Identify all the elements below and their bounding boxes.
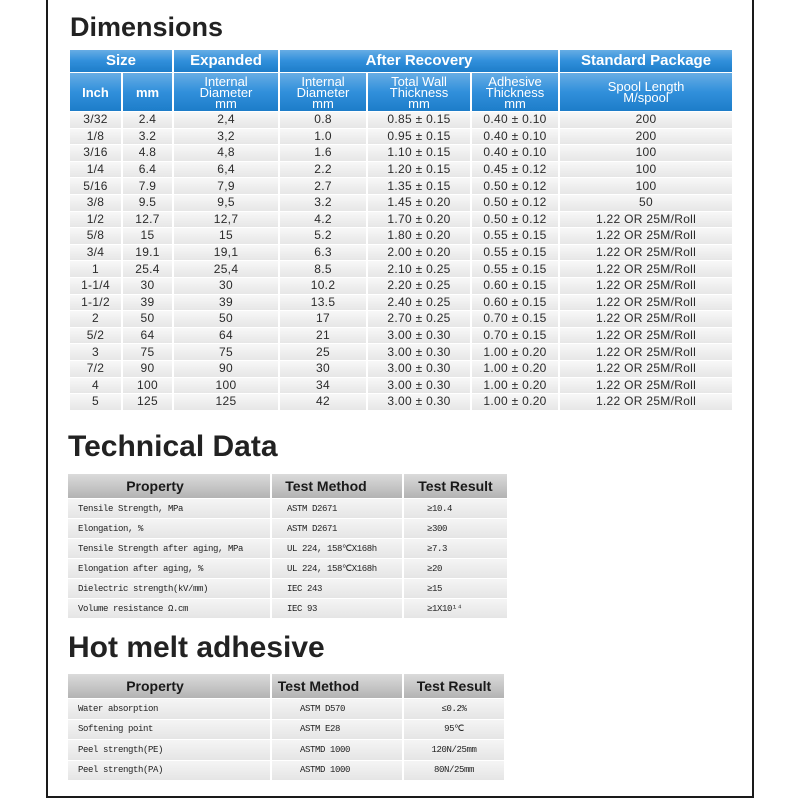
table-row	[70, 195, 732, 211]
cell-test-method: UL 224, 158℃X168h	[272, 559, 402, 578]
cell-recovered-internal-diameter: 1.6	[280, 145, 366, 161]
table-row	[70, 261, 732, 277]
cell-recovered-internal-diameter: 13.5	[280, 295, 366, 311]
cell-size-mm: 15	[123, 228, 172, 244]
cell-recovered-internal-diameter: 1.0	[280, 129, 366, 145]
cell-test-result: 95℃	[404, 720, 504, 740]
cell-total-wall-thickness: 0.95 ± 0.15	[368, 129, 470, 145]
cell-total-wall-thickness: 1.20 ± 0.15	[368, 162, 470, 178]
cell-total-wall-thickness: 1.35 ± 0.15	[368, 178, 470, 194]
cell-spool-length: 200	[560, 129, 732, 145]
cell-spool-length: 1.22 OR 25M/Roll	[560, 278, 732, 294]
cell-expanded-internal-diameter: 12,7	[174, 212, 278, 228]
header-test-method: Test Method	[272, 474, 402, 498]
cell-expanded-internal-diameter: 39	[174, 295, 278, 311]
cell-total-wall-thickness: 2.20 ± 0.25	[368, 278, 470, 294]
table-row	[70, 162, 732, 178]
cell-recovered-internal-diameter: 30	[280, 361, 366, 377]
header-standard-package: Standard Package	[560, 50, 732, 72]
table-row	[70, 278, 732, 294]
cell-total-wall-thickness: 3.00 ± 0.30	[368, 361, 470, 377]
cell-expanded-internal-diameter: 100	[174, 378, 278, 394]
cell-adhesive-thickness: 1.00 ± 0.20	[472, 378, 558, 394]
cell-test-result: ≥20	[404, 559, 507, 578]
cell-total-wall-thickness: 0.85 ± 0.15	[368, 112, 470, 128]
cell-size-mm: 2.4	[123, 112, 172, 128]
cell-spool-length: 1.22 OR 25M/Roll	[560, 361, 732, 377]
hot-melt-adhesive-body	[68, 699, 504, 780]
cell-test-method: ASTMD 1000	[272, 761, 402, 781]
dimensions-table	[68, 49, 734, 411]
cell-size-inch: 5	[70, 394, 121, 410]
cell-test-result: ≥1X10¹⁴	[404, 599, 507, 618]
header-size: Size	[70, 50, 172, 72]
cell-size-inch: 1/8	[70, 129, 121, 145]
cell-adhesive-thickness: 0.55 ± 0.15	[472, 261, 558, 277]
cell-recovered-internal-diameter: 25	[280, 344, 366, 360]
cell-spool-length: 100	[560, 162, 732, 178]
cell-test-method: IEC 93	[272, 599, 402, 618]
cell-size-inch: 1/2	[70, 212, 121, 228]
cell-size-mm: 12.7	[123, 212, 172, 228]
table-row	[68, 720, 504, 740]
table-row	[70, 295, 732, 311]
header-property: Property	[68, 674, 270, 698]
cell-adhesive-thickness: 0.60 ± 0.15	[472, 295, 558, 311]
cell-recovered-internal-diameter: 2.7	[280, 178, 366, 194]
header-total-wall-thickness: Total Wall Thickness mm	[368, 73, 470, 111]
table-row	[68, 539, 507, 558]
cell-total-wall-thickness: 2.40 ± 0.25	[368, 295, 470, 311]
cell-test-result: ≥7.3	[404, 539, 507, 558]
cell-size-inch: 1/4	[70, 162, 121, 178]
cell-property: Elongation after aging, %	[68, 559, 270, 578]
cell-adhesive-thickness: 0.60 ± 0.15	[472, 278, 558, 294]
cell-property: Dielectric strength(kV/mm)	[68, 579, 270, 598]
cell-size-mm: 75	[123, 344, 172, 360]
cell-spool-length: 200	[560, 112, 732, 128]
table-row	[70, 145, 732, 161]
cell-test-result: ≤0.2%	[404, 699, 504, 719]
technical-data-title: Technical Data	[68, 430, 278, 463]
header-inch: Inch	[70, 73, 121, 111]
cell-expanded-internal-diameter: 4,8	[174, 145, 278, 161]
cell-spool-length: 1.22 OR 25M/Roll	[560, 261, 732, 277]
table-row	[70, 129, 732, 145]
dimensions-title: Dimensions	[70, 12, 224, 42]
cell-adhesive-thickness: 0.45 ± 0.12	[472, 162, 558, 178]
cell-test-method: ASTM E28	[272, 720, 402, 740]
cell-size-inch: 1-1/4	[70, 278, 121, 294]
table-row	[70, 394, 732, 410]
table-row	[68, 599, 507, 618]
cell-total-wall-thickness: 3.00 ± 0.30	[368, 394, 470, 410]
cell-property: Elongation, %	[68, 519, 270, 538]
cell-test-method: ASTM D2671	[272, 519, 402, 538]
cell-size-inch: 2	[70, 311, 121, 327]
cell-expanded-internal-diameter: 3,2	[174, 129, 278, 145]
cell-adhesive-thickness: 0.70 ± 0.15	[472, 328, 558, 344]
cell-adhesive-thickness: 0.40 ± 0.10	[472, 129, 558, 145]
cell-test-method: ASTM D2671	[272, 499, 402, 518]
cell-total-wall-thickness: 2.00 ± 0.20	[368, 245, 470, 261]
cell-test-result: ≥300	[404, 519, 507, 538]
table-row	[70, 178, 732, 194]
technical-data-body	[68, 499, 507, 618]
cell-expanded-internal-diameter: 90	[174, 361, 278, 377]
cell-spool-length: 100	[560, 145, 732, 161]
cell-property: Tensile Strength after aging, MPa	[68, 539, 270, 558]
cell-size-inch: 3	[70, 344, 121, 360]
cell-recovered-internal-diameter: 10.2	[280, 278, 366, 294]
cell-property: Volume resistance Ω.cm	[68, 599, 270, 618]
cell-expanded-internal-diameter: 30	[174, 278, 278, 294]
cell-size-mm: 64	[123, 328, 172, 344]
cell-property: Softening point	[68, 720, 270, 740]
cell-size-mm: 90	[123, 361, 172, 377]
cell-spool-length: 1.22 OR 25M/Roll	[560, 212, 732, 228]
cell-size-mm: 3.2	[123, 129, 172, 145]
cell-size-mm: 100	[123, 378, 172, 394]
cell-test-method: UL 224, 158℃X168h	[272, 539, 402, 558]
cell-total-wall-thickness: 2.10 ± 0.25	[368, 261, 470, 277]
header-row	[68, 674, 504, 698]
cell-adhesive-thickness: 0.40 ± 0.10	[472, 112, 558, 128]
cell-adhesive-thickness: 0.55 ± 0.15	[472, 228, 558, 244]
header-adhesive-thickness: Adhesive Thickness mm	[472, 73, 558, 111]
table-row	[68, 699, 504, 719]
cell-total-wall-thickness: 3.00 ± 0.30	[368, 378, 470, 394]
table-row	[70, 361, 732, 377]
cell-total-wall-thickness: 1.10 ± 0.15	[368, 145, 470, 161]
header-expanded-internal-diameter: Internal Diameter mm	[174, 73, 278, 111]
cell-total-wall-thickness: 3.00 ± 0.30	[368, 328, 470, 344]
cell-adhesive-thickness: 0.40 ± 0.10	[472, 145, 558, 161]
header-recovered-internal-diameter: Internal Diameter mm	[280, 73, 366, 111]
table-row	[68, 761, 504, 781]
cell-expanded-internal-diameter: 64	[174, 328, 278, 344]
cell-size-inch: 3/8	[70, 195, 121, 211]
cell-size-inch: 1-1/2	[70, 295, 121, 311]
cell-size-inch: 3/16	[70, 145, 121, 161]
cell-recovered-internal-diameter: 4.2	[280, 212, 366, 228]
cell-size-inch: 4	[70, 378, 121, 394]
cell-expanded-internal-diameter: 9,5	[174, 195, 278, 211]
cell-expanded-internal-diameter: 19,1	[174, 245, 278, 261]
cell-recovered-internal-diameter: 34	[280, 378, 366, 394]
cell-size-mm: 7.9	[123, 178, 172, 194]
table-row	[70, 112, 732, 128]
table-row	[70, 311, 732, 327]
dimensions-table-header	[70, 50, 732, 111]
cell-size-mm: 9.5	[123, 195, 172, 211]
header-group-row	[70, 50, 732, 72]
cell-size-inch: 3/32	[70, 112, 121, 128]
header-spool-length: Spool Length M/spool	[560, 73, 732, 111]
cell-size-mm: 50	[123, 311, 172, 327]
cell-expanded-internal-diameter: 125	[174, 394, 278, 410]
cell-total-wall-thickness: 3.00 ± 0.30	[368, 344, 470, 360]
table-row	[70, 212, 732, 228]
cell-spool-length: 100	[560, 178, 732, 194]
cell-expanded-internal-diameter: 2,4	[174, 112, 278, 128]
dimensions-table-body	[70, 112, 732, 410]
cell-property: Water absorption	[68, 699, 270, 719]
cell-recovered-internal-diameter: 21	[280, 328, 366, 344]
table-row	[68, 740, 504, 760]
cell-total-wall-thickness: 1.70 ± 0.20	[368, 212, 470, 228]
cell-expanded-internal-diameter: 6,4	[174, 162, 278, 178]
cell-spool-length: 1.22 OR 25M/Roll	[560, 295, 732, 311]
cell-test-method: ASTMD 1000	[272, 740, 402, 760]
cell-property: Peel strength(PA)	[68, 761, 270, 781]
cell-expanded-internal-diameter: 75	[174, 344, 278, 360]
cell-adhesive-thickness: 0.55 ± 0.15	[472, 245, 558, 261]
cell-recovered-internal-diameter: 6.3	[280, 245, 366, 261]
cell-recovered-internal-diameter: 0.8	[280, 112, 366, 128]
header-row	[68, 474, 507, 498]
cell-spool-length: 1.22 OR 25M/Roll	[560, 228, 732, 244]
header-test-result: Test Result	[404, 674, 504, 698]
cell-size-mm: 30	[123, 278, 172, 294]
cell-size-mm: 125	[123, 394, 172, 410]
cell-size-mm: 6.4	[123, 162, 172, 178]
cell-adhesive-thickness: 1.00 ± 0.20	[472, 344, 558, 360]
cell-expanded-internal-diameter: 15	[174, 228, 278, 244]
cell-property: Tensile Strength, MPa	[68, 499, 270, 518]
header-property: Property	[68, 474, 270, 498]
table-row	[68, 499, 507, 518]
cell-recovered-internal-diameter: 42	[280, 394, 366, 410]
cell-spool-length: 1.22 OR 25M/Roll	[560, 344, 732, 360]
header-column-row	[70, 73, 732, 111]
hot-melt-adhesive-title: Hot melt adhesive	[68, 631, 325, 664]
cell-adhesive-thickness: 0.50 ± 0.12	[472, 195, 558, 211]
cell-spool-length: 1.22 OR 25M/Roll	[560, 311, 732, 327]
table-row	[68, 559, 507, 578]
cell-test-method: IEC 243	[272, 579, 402, 598]
cell-size-inch: 3/4	[70, 245, 121, 261]
table-row	[68, 519, 507, 538]
header-expanded: Expanded	[174, 50, 278, 72]
cell-spool-length: 1.22 OR 25M/Roll	[560, 328, 732, 344]
header-test-result: Test Result	[404, 474, 507, 498]
header-after-recovery: After Recovery	[280, 50, 558, 72]
cell-recovered-internal-diameter: 17	[280, 311, 366, 327]
cell-size-mm: 25.4	[123, 261, 172, 277]
cell-spool-length: 1.22 OR 25M/Roll	[560, 245, 732, 261]
cell-adhesive-thickness: 0.70 ± 0.15	[472, 311, 558, 327]
cell-recovered-internal-diameter: 5.2	[280, 228, 366, 244]
cell-expanded-internal-diameter: 7,9	[174, 178, 278, 194]
cell-size-inch: 5/2	[70, 328, 121, 344]
cell-expanded-internal-diameter: 50	[174, 311, 278, 327]
cell-adhesive-thickness: 0.50 ± 0.12	[472, 212, 558, 228]
cell-test-result: ≥15	[404, 579, 507, 598]
cell-property: Peel strength(PE)	[68, 740, 270, 760]
cell-test-result: ≥10.4	[404, 499, 507, 518]
technical-data-header	[68, 474, 507, 498]
hot-melt-adhesive-table	[66, 673, 506, 781]
cell-size-inch: 5/16	[70, 178, 121, 194]
table-row	[70, 378, 732, 394]
cell-expanded-internal-diameter: 25,4	[174, 261, 278, 277]
cell-total-wall-thickness: 1.80 ± 0.20	[368, 228, 470, 244]
technical-data-table	[66, 473, 509, 619]
header-test-method: Test Method	[272, 674, 402, 698]
cell-size-mm: 4.8	[123, 145, 172, 161]
cell-spool-length: 50	[560, 195, 732, 211]
cell-recovered-internal-diameter: 2.2	[280, 162, 366, 178]
cell-recovered-internal-diameter: 3.2	[280, 195, 366, 211]
cell-size-inch: 7/2	[70, 361, 121, 377]
cell-adhesive-thickness: 1.00 ± 0.20	[472, 361, 558, 377]
cell-test-result: 80N/25mm	[404, 761, 504, 781]
table-row	[70, 328, 732, 344]
table-row	[68, 579, 507, 598]
cell-spool-length: 1.22 OR 25M/Roll	[560, 378, 732, 394]
cell-size-mm: 39	[123, 295, 172, 311]
cell-spool-length: 1.22 OR 25M/Roll	[560, 394, 732, 410]
cell-test-method: ASTM D570	[272, 699, 402, 719]
table-row	[70, 245, 732, 261]
cell-recovered-internal-diameter: 8.5	[280, 261, 366, 277]
cell-total-wall-thickness: 2.70 ± 0.25	[368, 311, 470, 327]
cell-size-mm: 19.1	[123, 245, 172, 261]
cell-size-inch: 1	[70, 261, 121, 277]
header-mm: mm	[123, 73, 172, 111]
table-row	[70, 344, 732, 360]
hot-melt-adhesive-header	[68, 674, 504, 698]
table-row	[70, 228, 732, 244]
cell-test-result: 120N/25mm	[404, 740, 504, 760]
cell-adhesive-thickness: 0.50 ± 0.12	[472, 178, 558, 194]
cell-total-wall-thickness: 1.45 ± 0.20	[368, 195, 470, 211]
cell-size-inch: 5/8	[70, 228, 121, 244]
cell-adhesive-thickness: 1.00 ± 0.20	[472, 394, 558, 410]
